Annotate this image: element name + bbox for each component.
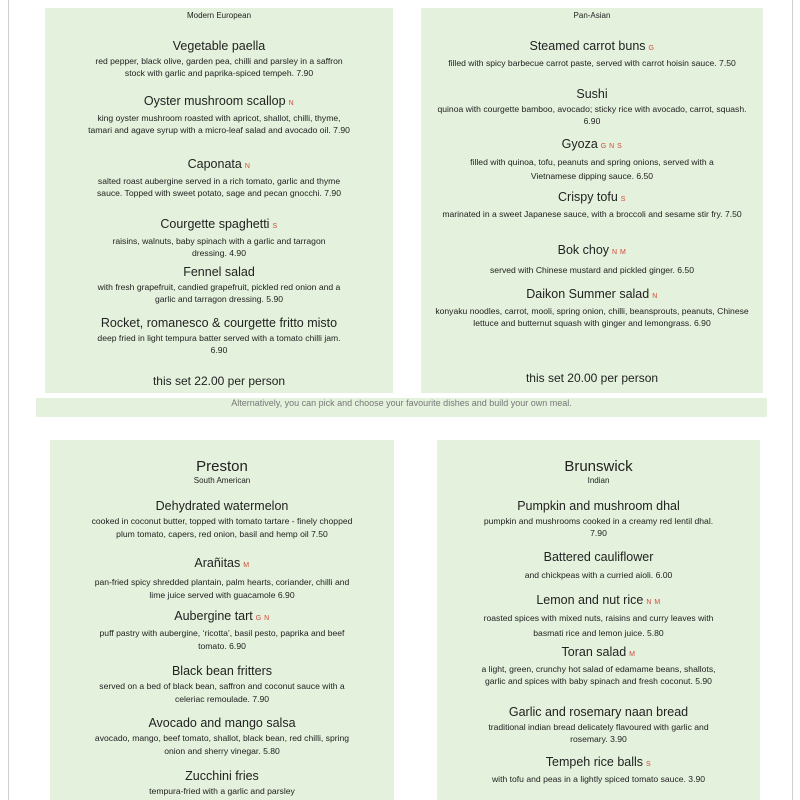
banner-text: Alternatively, you can pick and choose your favourite dishes and build your own meal. [231,398,572,408]
dish-desc: with tofu and peas in a lightly spiced tomato sauce. 3.90 [491,774,706,784]
build-your-own-banner [36,398,767,417]
page-edge-left [8,0,9,800]
dish [437,645,760,687]
allergen-tag: N M [612,249,627,256]
dish-name: Vegetable paella [172,39,266,53]
dish-name: Rocket, romanesco & courgette fritto misto [100,316,338,330]
dish [45,265,393,305]
set-modern-european [45,8,393,393]
cuisine-label: Modern European [186,11,252,20]
dish [437,550,760,581]
set-brunswick [437,440,760,800]
dish-desc: avocado, mango, beef tomato, shallot, black bean, red chilli, spring onion and sherry vinegar. 5.80 [94,733,350,756]
dish-desc: filled with spicy barbecue carrot paste, served with carrot hoisin sauce. 7.50 [448,58,736,68]
dish [421,137,763,183]
dish-name: Black bean fritters [171,664,273,678]
set-price: this set 22.00 per person [152,374,286,388]
dish [50,769,394,797]
dish [50,664,394,706]
allergen-tag: N [244,163,251,170]
dish-desc: cooked in coconut butter, topped with tomato tartare - finely chopped plum tomato, capers, red onion, basil and hemp oil 7.50 [91,516,353,539]
allergen-tag: M [243,562,250,569]
dish-name: Tempeh rice balls [545,755,644,769]
dish-desc: marinated in a sweet Japanese sauce, with a broccoli and sesame stir fry. 7.50 [442,209,742,219]
dish-name: Caponata [187,157,242,171]
dish-desc: traditional indian bread delicately flavoured with garlic and rosemary. 3.90 [488,722,709,744]
dish-name: Steamed carrot buns [529,39,646,53]
dish-name: Lemon and nut rice [536,593,644,607]
dish [437,705,760,745]
dish-name: Aubergine tart [174,609,253,623]
dish-name: Bok choy [557,243,610,257]
dish-desc: konyaku noodles, carrot, mooli, spring onion, chilli, beansprouts, peanuts, Chinese lettuce and butternut squash with ginger and lemongrass. 6.90 [435,306,749,328]
cuisine-label: Pan-Asian [573,11,611,20]
dish-desc: pumpkin and mushrooms cooked in a creamy red lentil dhal. 7.90 [483,516,714,538]
dish [45,39,393,79]
allergen-tag: M [629,651,636,658]
dish [50,499,394,541]
dish [421,87,763,127]
set-preston [50,440,394,800]
dish [421,39,763,69]
dish [50,609,394,653]
dish-name: Oyster mushroom scallop [143,94,286,108]
allergen-tag: G N S [600,143,623,150]
dish-name: Toran salad [561,645,627,659]
dish-desc: quinoa with courgette bamboo, avocado; sticky rice with avocado, carrot, squash. 6.90 [437,104,747,126]
set-pan-asian [421,8,763,393]
dish-name: Pumpkin and mushroom dhal [517,499,680,513]
dish-name: Gyoza [561,137,598,151]
allergen-tag: N [288,100,295,107]
dish-name: Arañitas [194,556,241,570]
dish-name: Battered cauliflower [543,550,654,564]
dish-name: Dehydrated watermelon [155,499,289,513]
set-price: this set 20.00 per person [525,371,659,385]
dish-desc: salted roast aubergine served in a rich tomato, garlic and thyme sauce. Topped with sweet potato, sage and pecan gnocchi. 7.90 [97,176,341,198]
dish [437,499,760,539]
dish-name: Sushi [576,87,608,101]
dish-desc: tempura-fried with a garlic and parsley [149,786,295,796]
dish-name: Courgette spaghetti [160,217,270,231]
set-title: Brunswick [564,458,633,475]
dish-desc: puff pastry with aubergine, ‘ricotta’, basil pesto, paprika and beef tomato. 6.90 [99,628,345,651]
dish [45,94,393,136]
dish-desc: served with Chinese mustard and pickled ginger. 6.50 [490,265,694,275]
dish [50,716,394,758]
dish-name: Fennel salad [183,265,255,279]
dish [437,593,760,641]
allergen-tag: G N [255,615,270,622]
dish-name: Daikon Summer salad [526,287,650,301]
dish-name: Crispy tofu [558,190,618,204]
dish-desc: king oyster mushroom roasted with apricot, shallot, chilli, thyme, tamari and agave syrup with a micro-leaf salad and avocado oil. 7.90 [88,113,350,135]
cuisine-label: Indian [587,476,610,485]
dish [421,287,763,329]
allergen-tag: S [272,223,278,230]
dish-desc: pan-fried spicy shredded plantain, palm hearts, coriander, chilli and lime juice served with guacamole 6.90 [94,577,350,600]
dish-desc: a light, green, crunchy hot salad of edamame beans, shallots, garlic and spices with baby spinach and fresh coconut. 5.90 [481,664,716,686]
dish-name: Avocado and mango salsa [148,716,296,730]
dish-desc: and chickpeas with a curried aioli. 6.00 [524,570,673,580]
dish-desc: raisins, walnuts, baby spinach with a garlic and tarragon dressing. 4.90 [112,236,326,258]
dish-name: Garlic and rosemary naan bread [508,705,689,719]
dish-desc: roasted spices with mixed nuts, raisins and curry leaves with basmati rice and lemon juice. 5.80 [483,613,714,638]
dish [437,755,760,785]
dish-name: Zucchini fries [185,769,259,783]
allergen-tag: S [620,196,626,203]
dish [45,316,393,356]
allergen-tag: G [648,45,655,52]
dish [45,217,393,259]
dish [50,556,394,602]
allergen-tag: N [652,293,658,300]
set-title: Preston [196,458,248,475]
cuisine-label: South American [193,476,251,485]
dish [421,243,763,276]
dish-desc: red pepper, black olive, garden pea, chilli and parsley in a saffron stock with garlic and paprika-spiced tempeh. 7.90 [95,56,343,78]
dish-desc: served on a bed of black bean, saffron and coconut sauce with a celeriac remoulade. 7.90 [99,681,345,704]
dish-desc: deep fried in light tempura batter served with a tomato chilli jam. 6.90 [97,333,341,355]
allergen-tag: N M [646,599,661,606]
dish [421,190,763,220]
dish-desc: filled with quinoa, tofu, peanuts and spring onions, served with a Vietnamese dipping sauce. 6.50 [470,157,714,181]
page-edge-right [792,0,793,800]
allergen-tag: S [646,761,652,768]
dish-desc: with fresh grapefruit, candied grapefruit, pickled red onion and a garlic and tarragon dressing. 5.90 [97,282,341,304]
dish [45,157,393,199]
